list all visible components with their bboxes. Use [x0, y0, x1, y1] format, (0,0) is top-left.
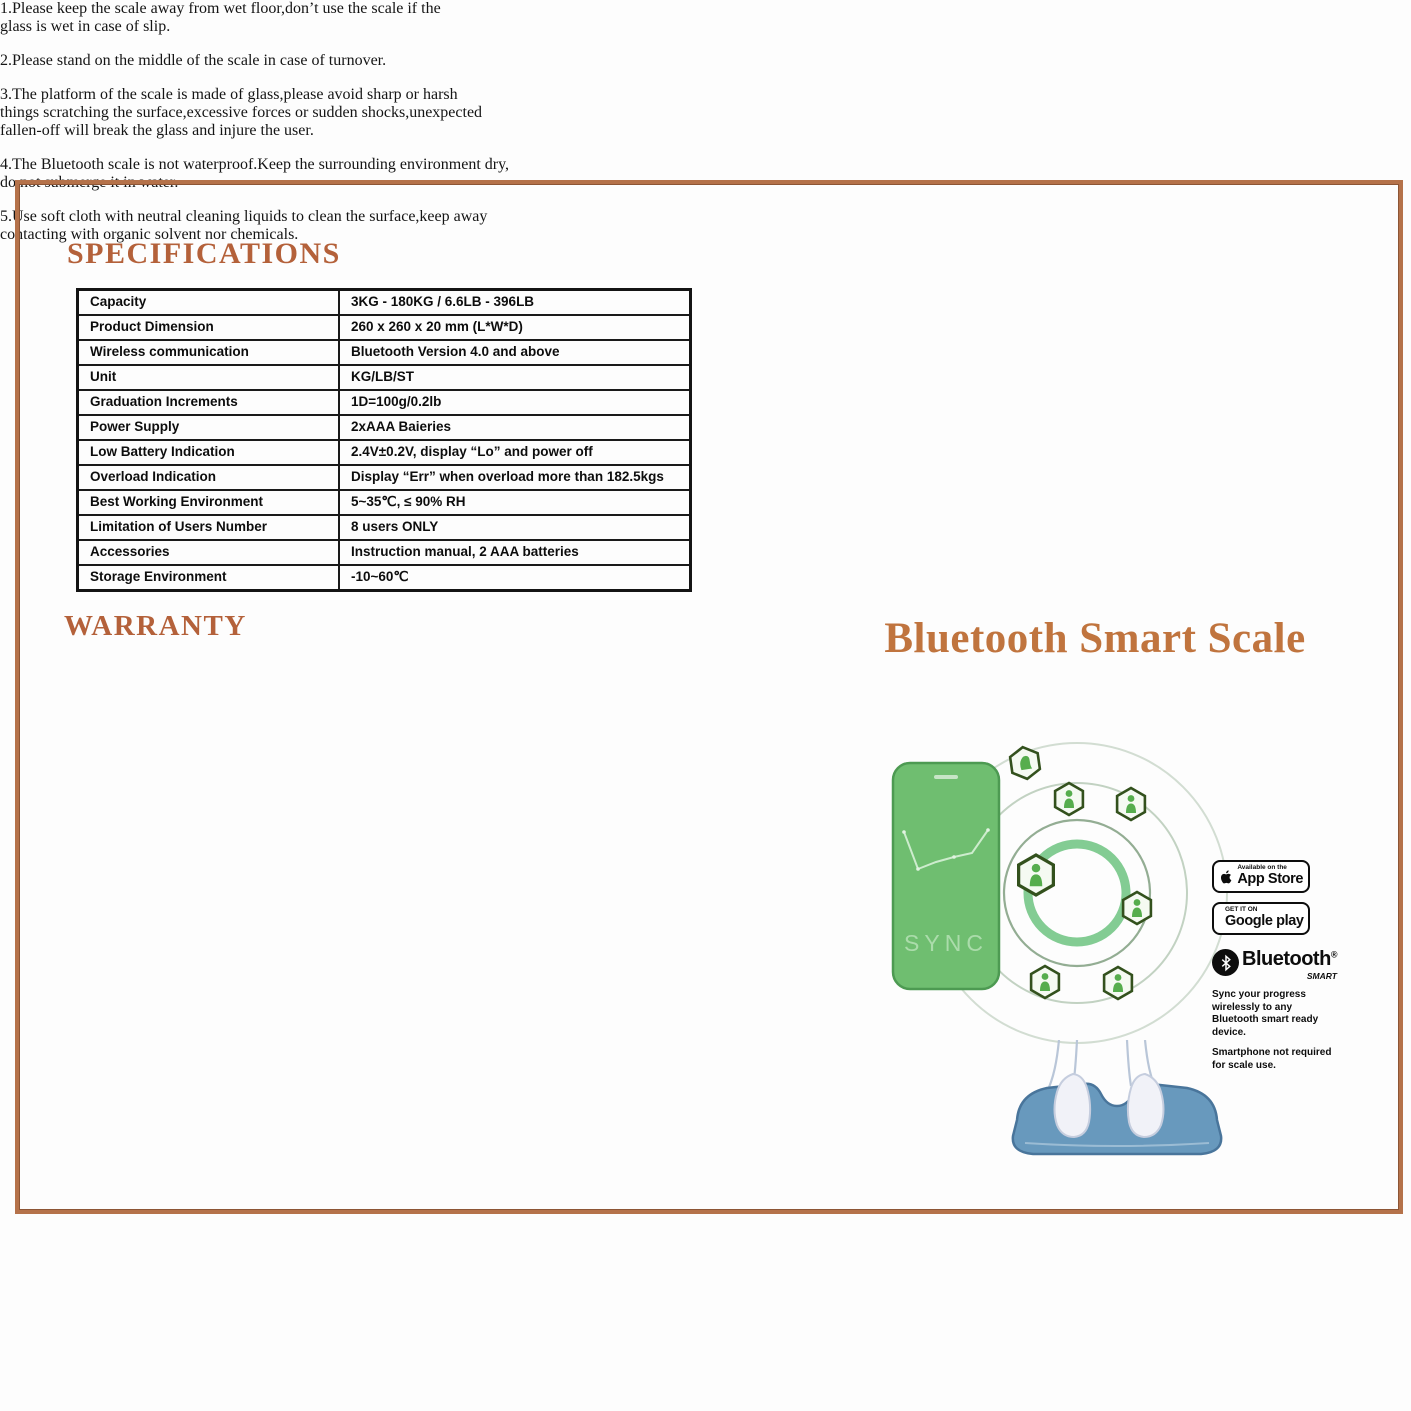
sync-illustration	[846, 714, 1250, 1082]
spec-value: 8 users ONLY	[339, 515, 691, 540]
spec-value: Instruction manual, 2 AAA batteries	[339, 540, 691, 565]
warranty-line: 2.Please stand on the middle of the scale in case of turnover.	[0, 52, 387, 69]
product-title: Bluetooth Smart Scale	[884, 615, 1306, 662]
table-row	[78, 315, 691, 340]
user-hexagon-icon	[1123, 892, 1151, 924]
spec-value: 5~35℃, ≤ 90% RH	[339, 490, 691, 515]
bluetooth-smart-sub: SMART	[1306, 971, 1337, 981]
spec-label: Power Supply	[78, 415, 340, 440]
bluetooth-icon	[1212, 949, 1239, 976]
user-hexagon-icon	[1019, 855, 1054, 895]
apple-icon	[1220, 867, 1232, 887]
specifications-table	[76, 288, 692, 592]
warranty-line: 4.The Bluetooth scale is not waterproof.Keep the surrounding environment dry,	[0, 156, 510, 173]
warranty-line: 1.Please keep the scale away from wet floor,don’t use the scale if the	[0, 0, 441, 17]
spec-label: Product Dimension	[78, 315, 340, 340]
spec-label: Graduation Increments	[78, 390, 340, 415]
sync-phone	[893, 763, 999, 989]
user-hexagon-icon	[1055, 783, 1083, 815]
app-store-name: App Store	[1237, 871, 1303, 888]
spec-label: Low Battery Indication	[78, 440, 340, 465]
spec-label: Capacity	[78, 290, 340, 316]
warranty-line: do not submerge it in water.	[0, 174, 179, 191]
table-row	[78, 565, 691, 591]
left-foot-icon	[1055, 1074, 1091, 1137]
table-row	[78, 415, 691, 440]
spec-label: Limitation of Users Number	[78, 515, 340, 540]
warranty-line: glass is wet in case of slip.	[0, 18, 171, 35]
spec-label: Overload Indication	[78, 465, 340, 490]
spec-value: 2xAAA Baieries	[339, 415, 691, 440]
warranty-line: 3.The platform of the scale is made of glass,please avoid sharp or harsh	[0, 86, 458, 103]
spec-value: Display “Err” when overload more than 182.5kgs	[339, 465, 691, 490]
app-store-tagline: Available on the	[1237, 864, 1287, 872]
spec-label: Accessories	[78, 540, 340, 565]
google-play-badge	[1212, 902, 1310, 935]
spec-value: Bluetooth Version 4.0 and above	[339, 340, 691, 365]
table-row	[78, 390, 691, 415]
warranty-line: 5.Use soft cloth with neutral cleaning liquids to clean the surface,keep away	[0, 208, 488, 225]
table-row	[78, 440, 691, 465]
table-row	[78, 365, 691, 390]
user-hexagon-icon	[1031, 966, 1059, 998]
spec-label: Storage Environment	[78, 565, 340, 591]
specifications-title: SPECIFICATIONS	[67, 237, 341, 270]
warranty-line: fallen-off will break the glass and injure the user.	[0, 122, 314, 139]
spec-value: 1D=100g/0.2lb	[339, 390, 691, 415]
bluetooth-desc-2: Smartphone not required for scale use.	[1212, 1047, 1332, 1071]
spec-value: KG/LB/ST	[339, 365, 691, 390]
bluetooth-reg-mark: ®	[1330, 949, 1337, 960]
table-row	[78, 465, 691, 490]
right-foot-icon	[1128, 1074, 1164, 1137]
table-row	[78, 515, 691, 540]
google-play-name: Google play	[1225, 913, 1304, 930]
spec-label: Wireless communication	[78, 340, 340, 365]
app-store-badge	[1212, 860, 1310, 893]
table-row	[78, 490, 691, 515]
table-row	[78, 290, 691, 316]
spec-label: Best Working Environment	[78, 490, 340, 515]
table-row	[78, 540, 691, 565]
scale-feet-illustration	[995, 1040, 1245, 1175]
user-hexagon-icon	[1104, 967, 1132, 999]
spec-value: -10~60℃	[339, 565, 691, 591]
spec-label: Unit	[78, 365, 340, 390]
warranty-title: WARRANTY	[64, 610, 247, 642]
spec-value: 3KG - 180KG / 6.6LB - 396LB	[339, 290, 691, 316]
bluetooth-smart-logo	[1212, 949, 1344, 981]
google-play-tagline: GET IT ON	[1225, 906, 1258, 914]
phone-speaker-icon	[934, 775, 958, 779]
user-hexagon-icon	[1117, 788, 1145, 820]
table-row	[78, 340, 691, 365]
warranty-line: contacting with organic solvent nor chemicals.	[0, 226, 299, 243]
bell-hexagon-icon	[1009, 745, 1041, 781]
spec-value: 2.4V±0.2V, display “Lo” and power off	[339, 440, 691, 465]
bluetooth-wordmark: Bluetooth	[1242, 948, 1331, 970]
bluetooth-desc-1: Sync your progress wirelessly to any Bluetooth smart ready device.	[1212, 989, 1319, 1038]
spec-value: 260 x 260 x 20 mm (L*W*D)	[339, 315, 691, 340]
warranty-line: things scratching the surface,excessive forces or sudden shocks,unexpected	[0, 104, 483, 121]
sync-label: SYNC	[904, 930, 988, 956]
